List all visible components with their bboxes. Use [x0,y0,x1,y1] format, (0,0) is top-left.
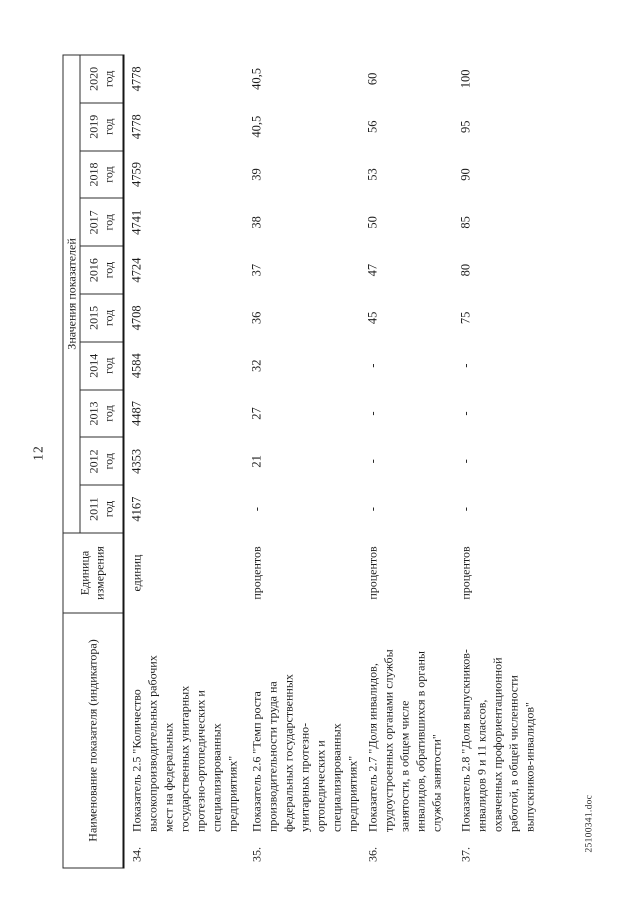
indicator-name: Показатель 2.7 "Доля инвалидов, трудоустроенных органами службы занятости, в общем числе инвалидов, обратившихся в органы службы занятости" [364,648,443,832]
value-cell: 38 [248,215,263,229]
header-year-cell [80,246,123,294]
value-cell: 21 [248,454,263,468]
value-cell: 4353 [128,448,143,474]
value-cell: 27 [248,406,263,420]
value-cell: 39 [248,167,263,181]
row-number: 35. [248,846,263,862]
value-cell: 4759 [128,161,143,187]
value-cell: 100 [457,69,472,88]
table-row [123,54,244,867]
header-year-cell [80,485,123,533]
value-cell: 4167 [128,496,143,522]
value-cell: - [364,458,379,463]
header-year-cell [80,389,123,437]
year-label: 2015 [85,305,100,330]
year-label: 2016 [85,257,100,282]
row-number: 37. [457,846,472,862]
table-header [63,54,123,867]
year-suffix: год [100,404,115,422]
value-cell: 37 [248,263,263,276]
value-cell: - [364,506,379,511]
header-year-cell [80,54,123,102]
value-cell: - [248,506,263,511]
year-suffix: год [100,309,115,326]
table-row [360,54,453,867]
year-label: 2019 [85,114,100,139]
value-cell: 85 [457,215,472,229]
year-suffix: год [100,165,115,183]
year-label: 2011 [85,496,100,521]
value-cell: 4778 [128,65,143,91]
value-cell: - [364,410,379,416]
year-label: 2014 [85,353,100,378]
header-year-cell [80,102,123,150]
header-year-cell [80,341,123,389]
value-cell: 40,5 [248,115,263,138]
value-cell: 50 [364,215,379,229]
value-cell: 4487 [128,400,143,426]
value-cell: 36 [248,311,263,324]
year-suffix: год [100,118,115,135]
unit-cell: процентов [364,545,379,600]
value-cell: 95 [457,119,472,133]
header-year-cell [80,437,123,485]
value-cell: 4741 [128,209,143,235]
unit-cell: процентов [457,545,472,600]
value-cell: 56 [364,119,379,133]
year-label: 2018 [85,162,100,187]
indicator-name: Показатель 2.5 "Количество высокопроизводительных рабочих мест на федеральных государственных унитарных протезно-ортопедических и специализированных предприятиях" [128,654,239,832]
value-cell: - [457,410,472,416]
year-label: 2020 [85,66,100,91]
page-number: 12 [30,444,45,461]
header-name-col: Наименование показателя (индикатора) [63,613,123,868]
value-cell: 40,5 [248,67,263,90]
indicator-name: Показатель 2.8 "Доля выпускников- инвалидов 9 и 11 классов, охваченных профориентационной работой, в общей численности выпускников-инвалидов" [457,648,536,832]
header-unit-col: Единица измерения [63,533,123,613]
value-cell: 47 [364,263,379,276]
row-number: 34. [128,846,143,862]
year-label: 2012 [85,448,100,473]
value-cell: 4724 [128,257,143,283]
year-label: 2013 [85,401,100,426]
year-suffix: год [100,452,115,469]
value-cell: 60 [364,72,379,85]
value-cell: 75 [457,311,472,324]
year-suffix: год [100,500,115,517]
year-suffix: год [100,70,115,87]
header-year-cell [80,150,123,198]
year-suffix: год [100,261,115,278]
header-year-cell [80,294,123,342]
table-row [244,54,360,867]
header-year-cell [80,198,123,246]
table-row [453,54,548,867]
row-number: 36. [364,846,379,862]
value-cell: - [457,363,472,368]
indicators-table [62,54,548,868]
value-cell: 45 [364,311,379,324]
year-suffix: год [100,213,115,231]
header-values-group: Значения показателей [63,54,80,532]
value-cell: 4778 [128,113,143,139]
value-cell: 4708 [128,304,143,330]
unit-cell: процентов [248,545,263,600]
year-label: 2017 [85,209,100,234]
unit-cell: единиц [128,554,143,591]
value-cell: 90 [457,167,472,181]
value-cell: 53 [364,167,379,181]
value-cell: - [364,363,379,368]
value-cell: - [457,506,472,511]
indicator-name: Показатель 2.6 "Темп роста производительности труда на федеральных государственных унитарных протезно- ортопедических и специализированных предприятиях" [248,673,359,832]
value-cell: 80 [457,263,472,276]
document-filename: 25100341.doc [584,794,594,852]
value-cell: 32 [248,358,263,372]
year-suffix: год [100,357,115,374]
value-cell: 4584 [128,352,143,378]
value-cell: - [457,458,472,463]
